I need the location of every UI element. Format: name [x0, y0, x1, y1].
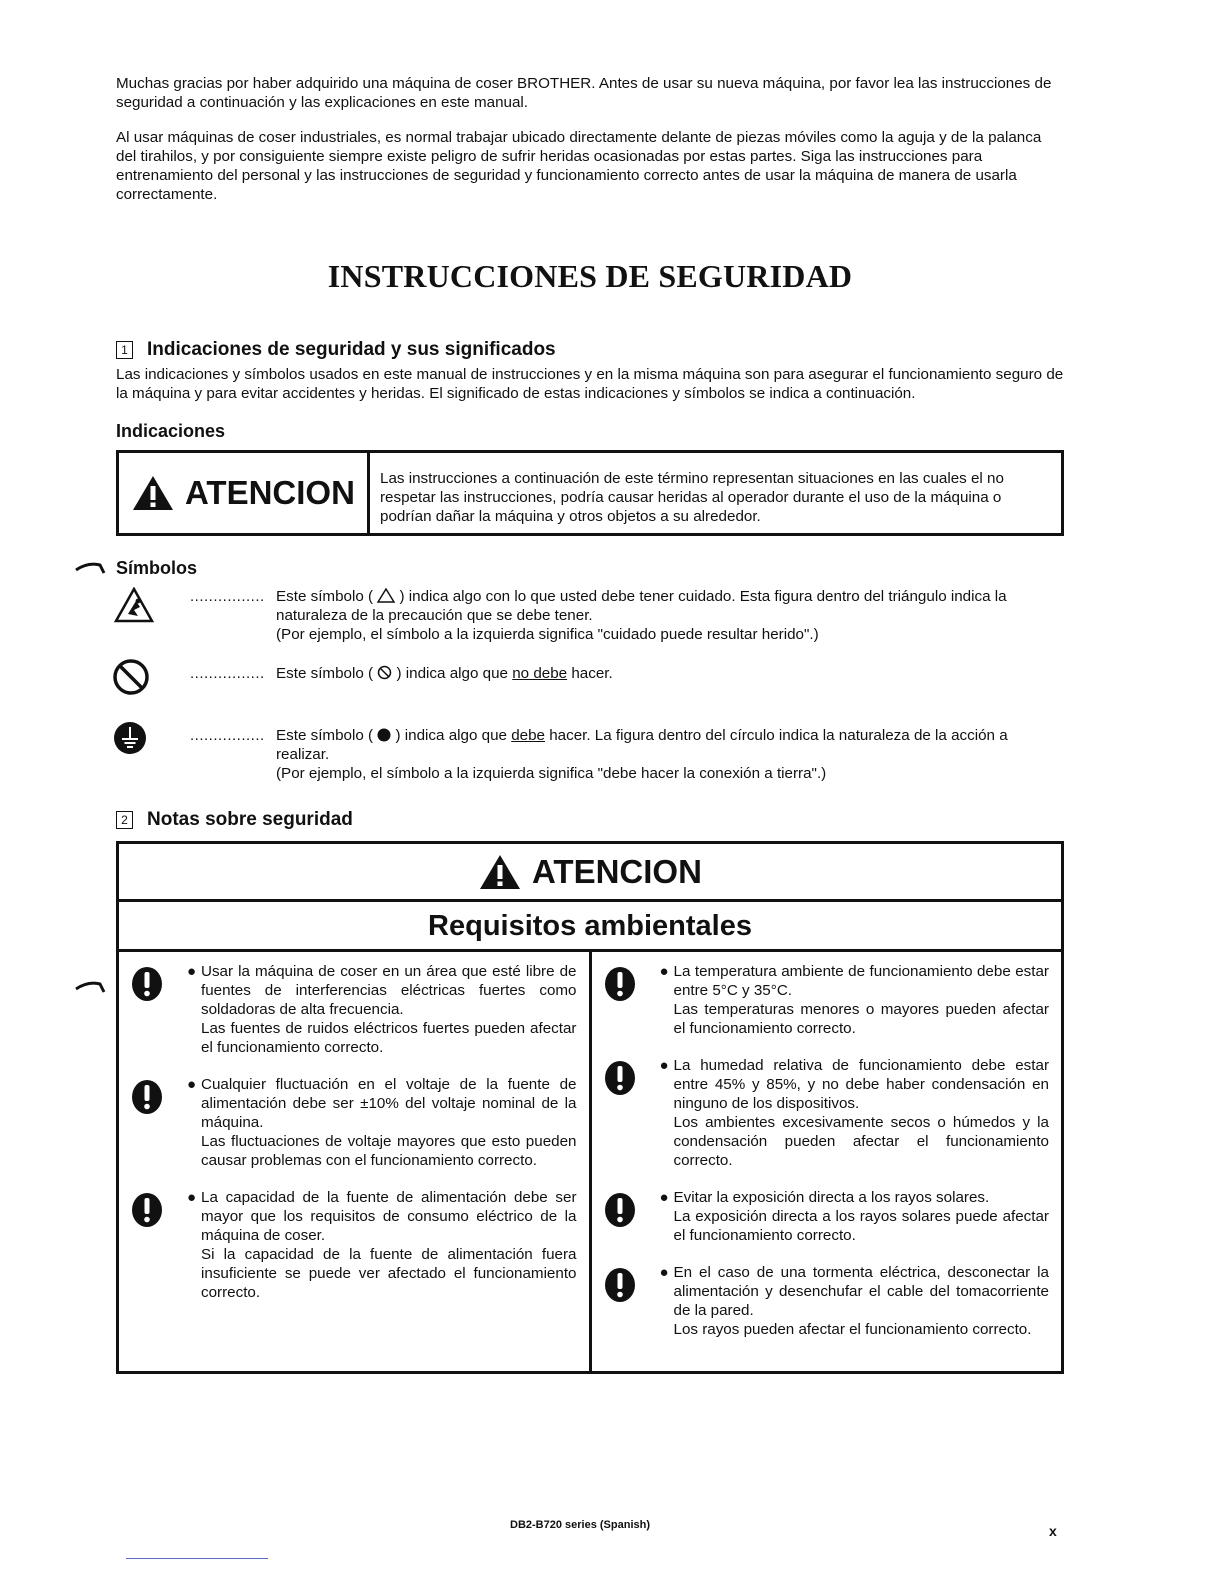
attention-icon [604, 966, 636, 1002]
symbol-prohibited-mid: ) indica algo que [392, 665, 513, 682]
note-icon-slot [604, 1263, 660, 1339]
bullet-icon: ● [187, 1076, 197, 1093]
note-text: La humedad relativa de funcionamiento debe estar entre 45% y 85%, y no debe haber condensación en ninguno de los dispositivos. Los ambientes excesivamente secos o húmedos y la condensación pueden afectar el funcionamiento correcto. [673, 1057, 1049, 1169]
note-icon-slot [131, 1075, 187, 1170]
page-title: INSTRUCCIONES DE SEGURIDAD [327, 258, 853, 294]
warning-definition-box [116, 450, 1064, 536]
safety-note [604, 962, 1050, 1038]
note-text: La capacidad de la fuente de alimentación debe ser mayor que los requisitos de consumo eléctrico de la máquina de coser. Si la capacidad de la fuente de alimentación fuera insuficiente se puede ver afectado el funcionamiento correcto. [201, 1189, 577, 1301]
note-icon-slot [604, 962, 660, 1038]
safety-note [131, 1188, 577, 1302]
notes-left-column [119, 952, 589, 1371]
warning-triangle-icon [478, 853, 522, 891]
attention-icon [131, 1079, 163, 1115]
prohibited-icon [112, 658, 150, 696]
bullet-icon: ● [187, 963, 197, 980]
note-icon-slot [131, 962, 187, 1057]
notes-body [119, 952, 1061, 1371]
symbol-caution-text [276, 587, 1064, 644]
symbol-row-mandatory [116, 726, 1064, 783]
warning-description: Las instrucciones a continuación de este término representan situaciones en las cuales el no respetar las instrucciones, podría causar heridas al operador durante el uso de la máquina o podrían dañar la máquina y otros objetos a su alrededor. [380, 470, 1004, 525]
note-text: Evitar la exposición directa a los rayos solares. La exposición directa a los rayos solares puede afectar el funcionamiento correcto. [673, 1189, 1049, 1244]
intro-paragraph-1: Muchas gracias por haber adquirido una máquina de coser BROTHER. Antes de usar su nueva máquina, por favor lea las instrucciones de seguridad a continuación y las explicaciones en este manual. [116, 75, 1052, 111]
symbol-dots: ................ [190, 588, 265, 605]
section-2-heading [116, 809, 1064, 831]
symbol-caution-post: ) indica algo con lo que usted debe tener cuidado. Esta figura dentro del triángulo indica la naturaleza de la precaución que se debe tener. [276, 588, 1007, 624]
safety-note [604, 1056, 1050, 1170]
symbol-mandatory-text [276, 726, 1064, 783]
section-2-title: Notas sobre seguridad [147, 809, 353, 830]
section-1-title: Indicaciones de seguridad y sus significados [147, 339, 556, 360]
symbol-mandatory-underlined: debe [511, 727, 545, 744]
safety-note [131, 962, 577, 1057]
intro-paragraph-2: Al usar máquinas de coser industriales, es normal trabajar ubicado directamente delante de piezas móviles como la aguja y de la palanca del tirahilos, y por consiguiente siempre existe peligro de sufrir heridas ocasionadas por estas partes. Siga las instrucciones para entrenamiento del personal y las instrucciones de seguridad y funcionamiento correcto antes de usar la máquina de manera de usarla correctamente. [116, 129, 1042, 203]
note-text: La temperatura ambiente de funcionamiento debe estar entre 5°C y 35°C. Las temperaturas menores o mayores pueden afectar el funcionamiento correcto. [673, 963, 1049, 1037]
safety-note [604, 1263, 1050, 1339]
safety-note [604, 1188, 1050, 1245]
small-filled-circle-icon [377, 728, 391, 742]
safety-notes-box [116, 841, 1064, 1374]
symbol-prohibited-text [276, 664, 1064, 683]
attention-icon [604, 1192, 636, 1228]
small-prohibited-icon [377, 665, 392, 680]
footer-page-number: x [1049, 1523, 1057, 1539]
note-text: En el caso de una tormenta eléctrica, desconectar la alimentación y desenchufar el cable del tomacorriente de la pared. Los rayos pueden afectar el funcionamiento correcto. [673, 1264, 1049, 1338]
attention-icon [131, 966, 163, 1002]
symbol-prohibited-underlined: no debe [512, 665, 568, 682]
document-page [116, 74, 1064, 1374]
note-text: Cualquier fluctuación en el voltaje de la fuente de alimentación debe ser ±10% del voltaje nominal de la máquina. Las fluctuaciones de voltaje mayores que esto pueden causar problemas con el funcionamiento correcto. [201, 1076, 577, 1169]
note-icon-slot [604, 1056, 660, 1170]
margin-mark-icon [74, 561, 108, 575]
note-icon-slot [604, 1188, 660, 1245]
symbol-prohibited-post: hacer. [567, 665, 613, 682]
symbol-dots: ................ [190, 727, 265, 744]
safety-note [131, 1075, 577, 1170]
bullet-icon: ● [659, 1264, 669, 1281]
attention-icon [131, 1192, 163, 1228]
notes-warning-word: ATENCION [532, 852, 702, 890]
indicaciones-heading: Indicaciones [116, 421, 226, 441]
symbol-row-caution [116, 587, 1064, 644]
mandatory-ground-icon [112, 720, 148, 756]
symbol-mandatory-pre: Este símbolo ( [276, 727, 378, 744]
symbol-mandatory-post: hacer. La figura dentro del círculo indica la naturaleza de la acción a realizar. [276, 727, 1008, 763]
warning-label-cell [119, 453, 370, 533]
notes-warning-header [119, 844, 1061, 902]
attention-icon [604, 1267, 636, 1303]
symbol-mandatory-mid: ) indica algo que [391, 727, 512, 744]
margin-mark-icon [74, 980, 108, 994]
symbol-mandatory-slot [116, 726, 174, 766]
symbol-caution-pre: Este símbolo ( [276, 588, 378, 605]
warning-triangle-icon [131, 474, 175, 512]
symbol-prohibited-pre: Este símbolo ( [276, 665, 378, 682]
footer-rule [126, 1558, 268, 1559]
bullet-icon: ● [659, 963, 669, 980]
symbol-mandatory-example: (Por ejemplo, el símbolo a la izquierda significa "debe hacer la conexión a tierra".) [276, 765, 827, 782]
section-2-number: 2 [116, 811, 133, 829]
symbol-row-prohibited [116, 664, 1064, 704]
bullet-icon: ● [659, 1057, 669, 1074]
section-1-text: Las indicaciones y símbolos usados en este manual de instrucciones y en la misma máquina son para asegurar el funcionamiento seguro de la máquina y para evitar accidentes y heridas. El significado de estas indicaciones y símbolos se indica a continuación. [116, 366, 1064, 402]
warning-word: ATENCION [185, 474, 355, 511]
notes-right-column [589, 952, 1062, 1371]
section-1-heading [116, 339, 1064, 361]
symbol-caution-slot [116, 587, 174, 627]
note-text: Usar la máquina de coser en un área que esté libre de fuentes de interferencias eléctricas fuertes como soldadoras de alta frecuencia. Las fuentes de ruidos eléctricos fuertes pueden afectar el funcionamiento correcto. [201, 963, 577, 1056]
caution-triangle-icon [114, 587, 154, 623]
notes-title: Requisitos ambientales [119, 902, 1061, 952]
symbol-caution-example: (Por ejemplo, el símbolo a la izquierda significa "cuidado puede resultar herido".) [276, 626, 819, 643]
bullet-icon: ● [659, 1189, 669, 1206]
bullet-icon: ● [187, 1189, 197, 1206]
symbol-prohibited-slot [116, 664, 174, 704]
simbolos-heading: Símbolos [116, 558, 198, 578]
section-1-number: 1 [116, 341, 133, 359]
note-icon-slot [131, 1188, 187, 1302]
small-triangle-icon [377, 588, 395, 603]
attention-icon [604, 1060, 636, 1096]
symbol-dots: ................ [190, 665, 265, 682]
footer-document-code: DB2-B720 series (Spanish) [510, 1519, 650, 1531]
